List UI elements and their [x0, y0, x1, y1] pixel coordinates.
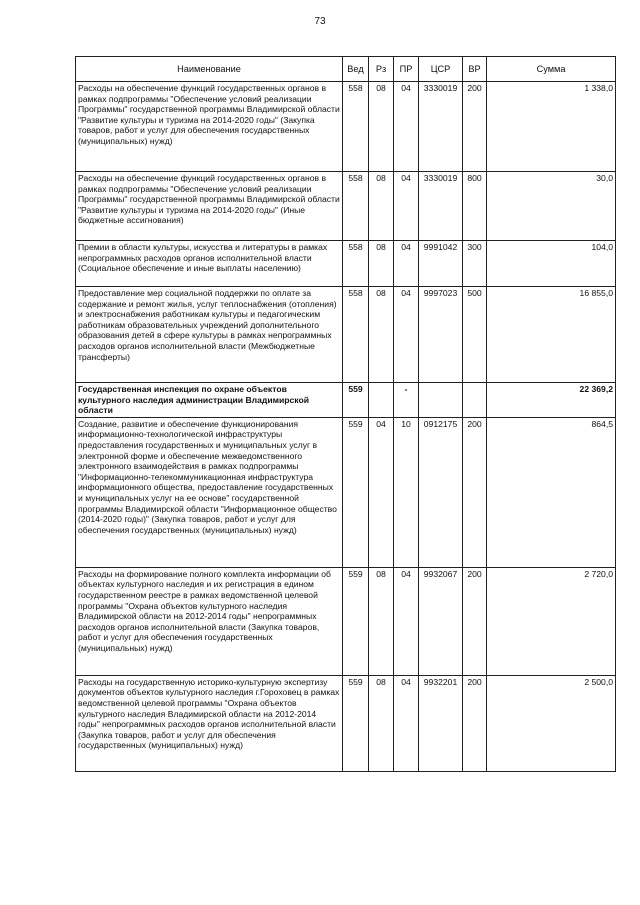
row-name: Предоставление мер социальной поддержки по оплате за содержание и ремонт жилья, услуг теплоснабжения (отопления) и электроснабжения работникам культуры и педагогическим работникам образовательных учреждений дополнительного образования детей в сфере культуры в рамках непрограммных расходов органов исполнительной власти (Межбюджетные трансферты): [76, 287, 343, 383]
row-sum: 2 720,0: [487, 567, 616, 675]
row-rz: [369, 383, 394, 418]
row-ved: 559: [343, 675, 369, 771]
page-number: 73: [314, 16, 326, 27]
row-sum: 22 369,2: [487, 383, 616, 418]
header-name: Наименование: [76, 57, 343, 82]
row-vr: 800: [463, 172, 487, 241]
row-name: Государственная инспекция по охране объектов культурного наследия администрации Владимирской области: [76, 383, 343, 418]
row-vr: [463, 383, 487, 418]
budget-table: [75, 56, 616, 772]
row-vr: 500: [463, 287, 487, 383]
row-csr: 0912175: [419, 417, 463, 567]
row-name: Расходы на обеспечение функций государственных органов в рамках подпрограммы "Обеспечение условий реализации Программы" государственной программы Владимирской области "Развитие культуры и туризма на 2014-2020 годы" (Закупка товаров, работ и услуг для обеспечения государственных (муниципальных) нужд): [76, 82, 343, 172]
row-sum: 864,5: [487, 417, 616, 567]
header-row: [76, 57, 616, 82]
row-rz: 08: [369, 241, 394, 287]
row-name: Расходы на государственную историко-культурную экспертизу документов объектов культурного наследия г.Гороховец в рамках ведомственной целевой программы "Охрана объектов культурного наследия Владимирской области на 2012-2014 годы" непрограммных расходов органов исполнительной власти (Закупка товаров, работ и услуг для обеспечения государственных (муниципальных) нужд): [76, 675, 343, 771]
row-csr: 9991042: [419, 241, 463, 287]
row-ved: 559: [343, 383, 369, 418]
row-rz: 08: [369, 82, 394, 172]
row-pr: 04: [394, 241, 419, 287]
table-row: [76, 287, 616, 383]
table-row: [76, 82, 616, 172]
row-csr: 9932067: [419, 567, 463, 675]
table-row: [76, 567, 616, 675]
row-vr: 300: [463, 241, 487, 287]
row-name: Расходы на обеспечение функций государственных органов в рамках подпрограммы "Обеспечение условий реализации Программы" государственной программы Владимирской области "Развитие культуры и туризма на 2014-2020 годы" (Иные бюджетные ассигнования): [76, 172, 343, 241]
row-csr: 9997023: [419, 287, 463, 383]
row-pr: 04: [394, 172, 419, 241]
row-ved: 558: [343, 172, 369, 241]
header-vr: ВР: [463, 57, 487, 82]
row-csr: 3330019: [419, 172, 463, 241]
row-csr: 9932201: [419, 675, 463, 771]
row-sum: 30,0: [487, 172, 616, 241]
row-vr: 200: [463, 82, 487, 172]
row-sum: 2 500,0: [487, 675, 616, 771]
row-pr: 04: [394, 567, 419, 675]
row-rz: 08: [369, 567, 394, 675]
row-ved: 558: [343, 287, 369, 383]
row-rz: 08: [369, 172, 394, 241]
table-row: [76, 241, 616, 287]
row-ved: 558: [343, 82, 369, 172]
row-ved: 558: [343, 241, 369, 287]
row-name: Создание, развитие и обеспечение функционирования информационно-технологической инфраструктуры предоставления государственных и муниципальных услуг в электронной форме и обеспечение межведомственного электронного взаимодействия в рамках подпрограммы "Информационно-телекоммуникационная инфраструктура информационного общества, предоставление государственных и муниципальных услуг на ее основе" государственной программы Владимирской области "Информационное общество (2014-2020 годы)" (Закупка товаров, работ и услуг для обеспечения государственных (муниципальных) нужд): [76, 417, 343, 567]
row-name: Расходы на формирование полного комплекта информации об объектах культурного наследия и их регистрация в едином государственном реестре в рамках ведомственной целевой программы "Охрана объектов культурного наследия Владимирской области на 2012-2014 годы" непрограммных расходов органов исполнительной власти (Закупка товаров, работ и услуг для обеспечения государственных (муниципальных) нужд): [76, 567, 343, 675]
table-row: [76, 417, 616, 567]
row-sum: 16 855,0: [487, 287, 616, 383]
header-pr: ПР: [394, 57, 419, 82]
row-pr: 04: [394, 287, 419, 383]
row-rz: 04: [369, 417, 394, 567]
row-ved: 559: [343, 567, 369, 675]
table-row: [76, 172, 616, 241]
row-rz: 08: [369, 675, 394, 771]
row-csr: [419, 383, 463, 418]
row-pr: -: [394, 383, 419, 418]
row-ved: 559: [343, 417, 369, 567]
row-pr: 04: [394, 675, 419, 771]
row-vr: 200: [463, 675, 487, 771]
row-pr: 04: [394, 82, 419, 172]
row-pr: 10: [394, 417, 419, 567]
header-sum: Сумма: [487, 57, 616, 82]
row-sum: 104,0: [487, 241, 616, 287]
header-csr: ЦСР: [419, 57, 463, 82]
table-row-department: [76, 383, 616, 418]
header-ved: Вед: [343, 57, 369, 82]
row-vr: 200: [463, 567, 487, 675]
header-rz: Рз: [369, 57, 394, 82]
row-csr: 3330019: [419, 82, 463, 172]
table-row: [76, 675, 616, 771]
row-rz: 08: [369, 287, 394, 383]
row-name: Премии в области культуры, искусства и литературы в рамках непрограммных расходов органов исполнительной власти (Социальное обеспечение и иные выплаты населению): [76, 241, 343, 287]
row-vr: 200: [463, 417, 487, 567]
row-sum: 1 338,0: [487, 82, 616, 172]
